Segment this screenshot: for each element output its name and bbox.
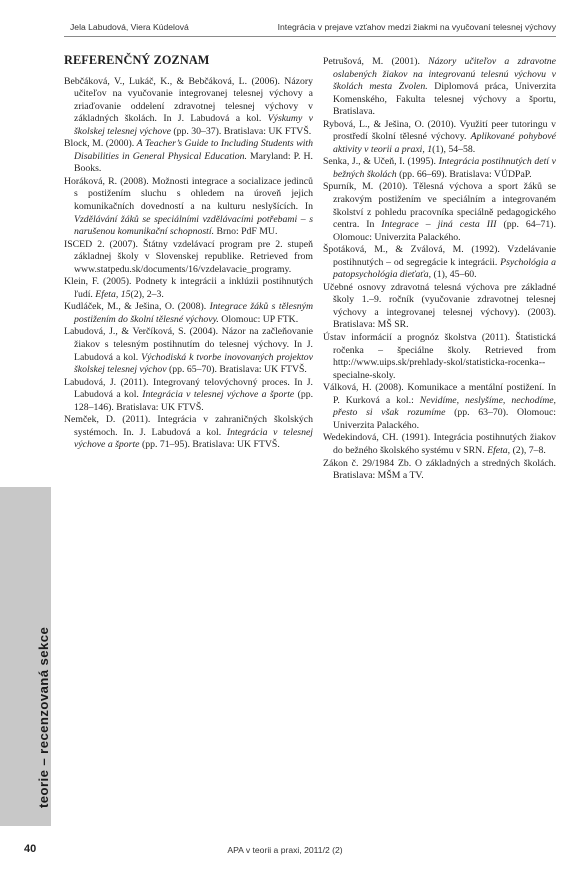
page-number: 40 (24, 843, 37, 855)
section-side-label: teorie – recenzovaná sekce (36, 626, 51, 808)
reference-text: Wedekindová, CH. (1991). Integrácia postihnutých žiakov do bežného školského systému v SRN. (323, 432, 556, 456)
reference-text: Zákon č. 29/1984 Zb. O základných a stredných školách. Bratislava: MŠM a TV. (323, 457, 556, 482)
references-column-left (64, 54, 313, 452)
reference-entry (323, 56, 556, 119)
journal-footer: APA v teorii a praxi, 2011/2 (2) (227, 845, 343, 855)
reference-entry (323, 156, 556, 181)
reference-text: (pp. 71–95). Bratislava: UK FTVŠ. (139, 439, 280, 451)
reference-italic-text: Vzdělávání žáků se speciálními vzdělávacími potřebami – s narušenou komunikační schopností. (74, 213, 313, 238)
reference-text: Block, M. (2000). (64, 138, 137, 150)
reference-text: Spurník, M. (2010). Tělesná výchova a sport žáků se zrakovým postižením ve speciálním a integrovaném školství z pohledu pracovníka speciálně pedagogického centra. In (323, 181, 556, 231)
reference-entry (323, 244, 556, 282)
reference-text: (pp. 66–69). Bratislava: VÚDPaP. (396, 168, 532, 180)
reference-text: Senka, J., & Učeň, I. (1995). (323, 156, 439, 168)
reference-text: Klein, F. (2005). Podnety k integrácii a inklúzii postihnutých ľudí. (64, 276, 313, 300)
reference-text: (pp. 65–70). Bratislava: UK FTVŠ. (166, 364, 307, 376)
reference-text: Labudová, J. (2011). Integrovaný telovýchovný proces. In J. Labudová a kol. (64, 376, 313, 401)
reference-entry (64, 301, 313, 326)
reference-entry (323, 181, 556, 244)
reference-text: Horáková, R. (2008). Možnosti integrace a socializace jedinců s postižením sluchu s ohledem na úroveň jejich komunikačních dovedností a na kulturu neslyšících. In (64, 175, 313, 213)
reference-entry (323, 382, 556, 432)
reference-text: Diplomová práca, Univerzita Komenského, Fakulta telesnej výchovy a športu, Bratislava. (333, 81, 556, 118)
reference-text: Petrušová, M. (2001). (323, 56, 429, 67)
reference-text: Bebčáková, V., Lukáč, K., & Bebčáková, L. (2006). Názory učiteľov na vyučovanie integrovanej telesnej výchovy a zriaďovanie oddelení zdravotnej telesnej výchovy v základných školách. In J. Labudová a kol. (64, 75, 313, 125)
reference-italic-text: Východiská k tvorbe inovovaných projektov školskej telesnej výchov (74, 351, 313, 376)
reference-entry (323, 282, 556, 332)
reference-text: Učebné osnovy zdravotná telesná výchova pre základné školy 1.–9. ročník (vyučovanie zdravotnej telesnej výchovy a integrovanej telesnej výchovy). (2003). Bratislava: MŠ SR. (323, 281, 556, 331)
reference-text: (2), 2–3. (130, 288, 164, 300)
reference-italic-text: Integrace – jiná cesta III (381, 219, 497, 231)
reference-entry (323, 119, 556, 157)
reference-text: (1), 54–58. (432, 143, 476, 155)
reference-entry (323, 332, 556, 382)
reference-italic-text: Efeta, 15 (95, 288, 131, 300)
reference-entry (64, 138, 313, 176)
reference-entry (64, 326, 313, 376)
reference-italic-text: Efeta, (487, 444, 511, 456)
header-rule (64, 36, 556, 37)
reference-italic-text: Integrácia v telesnej výchove a športe (74, 426, 313, 451)
reference-entry (64, 414, 313, 452)
reference-text: (pp. 30–37). Bratislava: UK FTVŠ. (170, 125, 312, 137)
reference-list-right (323, 56, 556, 483)
header-title: Integrácia v prejave vzťahov medzi žiakmi na vyučovaní telesnej výchovy (277, 22, 556, 32)
reference-text: Rybová, L., & Ješina, O. (2010). Využití peer tutoringu v prostředí školní tělesné výchovy. (323, 118, 556, 143)
reference-text: Špotáková, M., & Zválová, M. (1992). Vzdelávanie postihnutých – od segregácie k integrácii. (323, 244, 556, 268)
reference-entry (64, 276, 313, 301)
reference-text: Válková, H. (2008). Komunikace a mentální postižení. In P. Kurková a kol.: (323, 382, 556, 406)
reference-text: Ústav informácií a prognóz školstva (2011). Štatistická ročenka – špeciálne školy. Retrieved from http://www.uips.sk/prehlady-skol/statisticka-rocenka--specialne-skoly. (323, 332, 556, 381)
reference-text: (pp. 128–146). Bratislava: UK FTVŠ. (74, 389, 314, 413)
reference-italic-text: Integrácia postihnutých detí v bežných školách (333, 156, 556, 180)
reference-italic-text: Integrace žáků s tělesným postižením do školní tělesné výchovy. (74, 301, 313, 325)
reference-text: Maryland: P. H. Books. (74, 150, 313, 175)
reference-text: Labudová, J., & Verčíková, S. (2004). Názor na začleňovanie žiakov s telesným postihnutím do telesnej výchovy. In J. Labudová a kol. (64, 326, 313, 363)
reference-text: (pp. 63–70). Olomouc: Univerzita Palackého. (333, 407, 556, 431)
reference-entry (64, 76, 313, 139)
reference-text: (1), 45–60. (431, 269, 477, 281)
reference-entry (323, 458, 556, 483)
reference-text: Olomouc: UP FTK. (218, 313, 299, 325)
reference-entry (323, 432, 556, 457)
reference-text: Nemček, D. (2011). Integrácia v zahraničných školských systémoch. In. J. Labudová a kol. (64, 414, 313, 438)
reference-italic-text: A Teacher’s Guide to Including Students with Disabilities in General Physical Education. (74, 138, 313, 162)
reference-text: (2), 7–8. (510, 444, 546, 456)
reference-italic-text: Psychológia a patopsychológia dieťaťa, (333, 256, 557, 281)
reference-text: (pp. 64–71). Olomouc: Univerzita Palackého. (333, 219, 556, 243)
reference-entry (64, 239, 313, 277)
section-title: REFERENČNÝ ZOZNAM (64, 53, 210, 67)
reference-text: Brno: PdF MU. (214, 226, 278, 238)
reference-entry (64, 176, 313, 239)
reference-italic-text: Výskumy v školskej telesnej výchove (74, 113, 313, 137)
reference-italic-text: Aplikované pohybové aktivity v teorii a praxi, 1 (333, 131, 556, 155)
reference-entry (64, 377, 313, 415)
reference-text: Kudláček, M., & Ješina, O. (2008). (64, 301, 210, 313)
reference-italic-text: Názory učiteľov a zdravotne oslabených žiakov na integrovanú telesnú výchovu v školách mesta Zvolen. (333, 56, 556, 93)
reference-italic-text: Nevidíme, neslyšíme, nechodíme, přesto si však rozumíme (333, 394, 556, 419)
reference-list-left (64, 76, 313, 452)
header-authors: Jela Labudová, Viera Kúdelová (70, 22, 189, 32)
references-column-right (323, 56, 556, 483)
reference-italic-text: Integrácia v telesnej výchove a športe (142, 389, 295, 401)
reference-text: ISCED 2. (2007). Štátny vzdelávací program pre 2. stupeň základnej školy v Slovenskej republike. Retrieved from www.statpedu.sk/documents/16/vzdelavacie_programy. (64, 238, 313, 275)
